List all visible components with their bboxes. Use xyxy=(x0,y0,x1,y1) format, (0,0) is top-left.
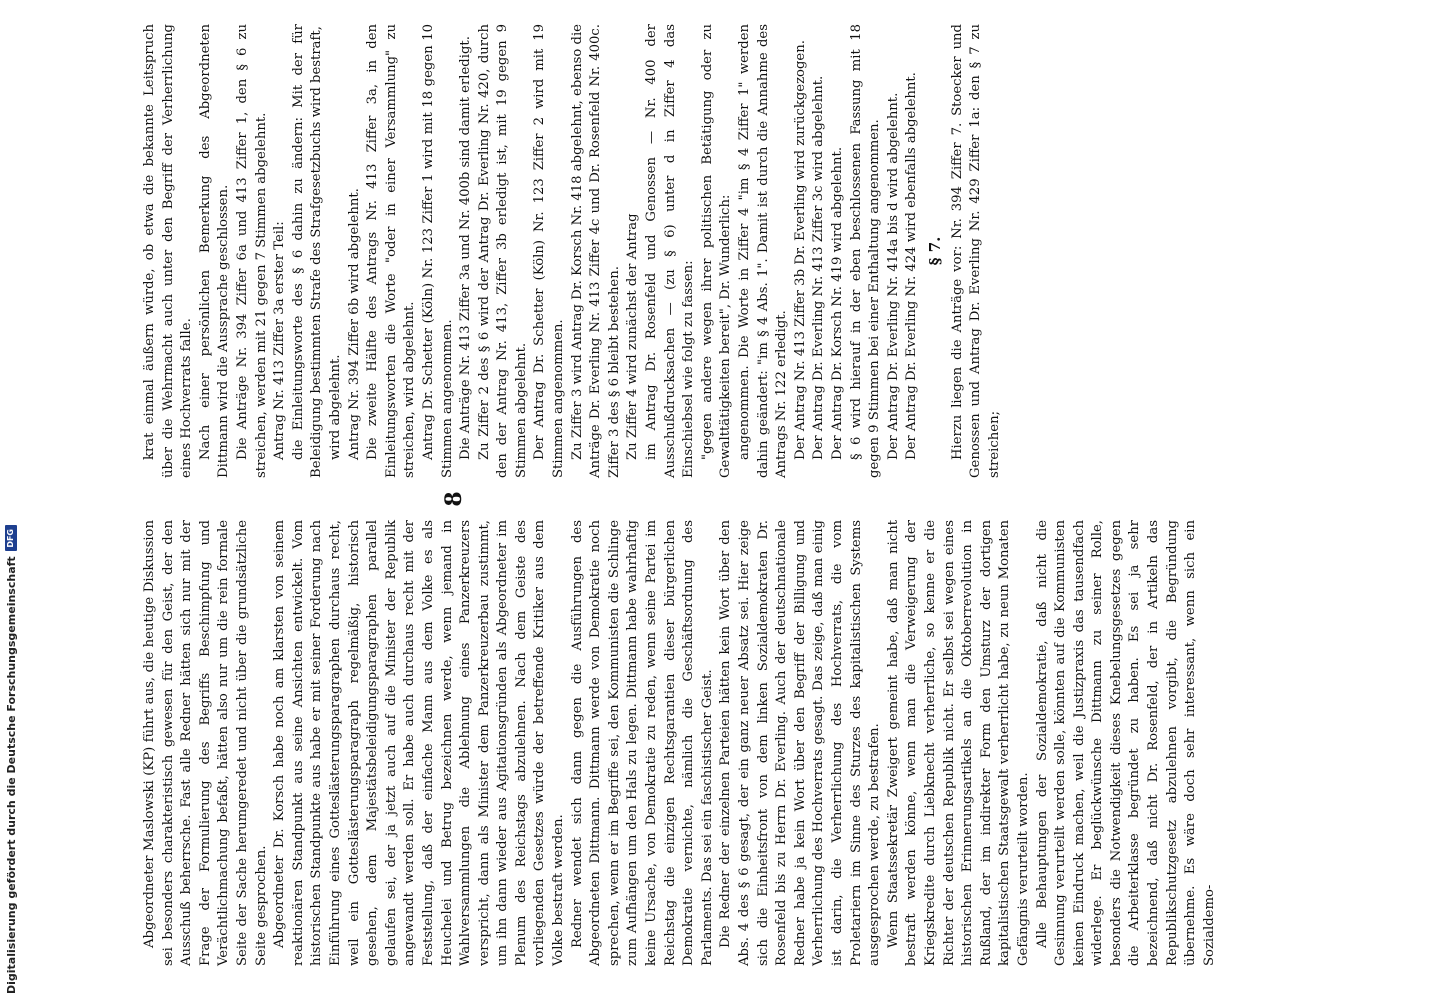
paragraph: Zu Ziffer 4 wird zunächst der Antrag xyxy=(625,213,641,460)
paragraph: Abgeordneter Maslowski (KP) führt aus, die heutige Diskussion sei besonders charakteristisch gewesen für den Geist, der den Ausschuß beherrsche. Fast alle Redner hätten sich nur mit der Frage der Formulierung des Begriffs Beschimpfung und Verächtlichmachung befaßt, hätten also nur um die rein formale Seite der Sache herumgeredet und nicht über die grundsätzliche Seite gesprochen. xyxy=(142,520,269,966)
paragraph: Die Redner der einzelnen Parteien hätten kein Wort über den Abs. 4 des § 6 gesagt, der ein ganz neuer Absatz sei. Hier zeige sich die Einheitsfront von dem linken Sozialdemokraten Dr. Rosenfeld bis zu Herrn Dr. Everling. Auch der deutschnationale Redner habe ja kein Wort über den Begriff der Billigung und Verherrlichung des Hochverrats gesagt. Das zeige, daß man einig ist darin, die Verherrlichung des Hochverrats, die vom Proletariern im Sinne des Sturzes des kapitalistischen Systems ausgesprochen werde, zu bestrafen. xyxy=(718,520,883,966)
paragraph: Der Antrag Dr. Everling Nr. 414a bis d wird abgelehnt. xyxy=(885,92,901,460)
paragraph: wird abgelehnt. xyxy=(327,354,343,460)
paragraph: krat einmal äußern würde, ob etwa die bekannte Leitspruch über die Wehrmacht auch unter den Begriff der Verherrlichung eines Hochverrats falle. xyxy=(142,24,195,478)
paragraph: angenommen. Die Worte in Ziffer 4 "im § 4 Ziffer 1" werden dahin geändert: "im § 4 Abs. 1". Damit ist durch die Annahme des Antrags Nr. 122 erledigt. xyxy=(737,24,790,478)
rotated-page-content xyxy=(141,24,1433,984)
scanned-page xyxy=(141,24,1433,984)
right-text-column xyxy=(141,24,1004,478)
section-heading: § 7. xyxy=(925,236,944,266)
paragraph: im Antrag Dr. Rosenfeld und Genossen — Nr. 400 der Ausschußdrucksachen — (zu § 6) unter d in Ziffer 4 das Einschiebsel wie folgt zu fassen: xyxy=(644,24,697,478)
paragraph: Zu Ziffer 2 des § 6 wird der Antrag Dr. Everling Nr. 420, durch den der Antrag Nr. 413, Ziffer 3b erledigt ist, mit 19 gegen 9 Stimmen abgelehnt. xyxy=(476,24,529,478)
paragraph: Hierzu liegen die Anträge vor: Nr. 394 Ziffer 7. Stoecker und Genossen und Antrag Dr. Everling Nr. 429 Ziffer 1a: den § 7 zu streichen; xyxy=(949,24,1002,478)
paragraph: Antrag Nr. 413 Ziffer 3a erster Teil: xyxy=(272,221,288,460)
paragraph: Redner wendet sich dann gegen die Ausführungen des Abgeordneten Dittmann. Dittmann werde von Demokratie noch sprechen, wenn er im Begriffe sei, den Kommunisten die Schlinge zum Aufhängen um den Hals zu legen. Dittmann habe wahrhaftig keine Ursache, von Demokratie zu reden, wenn seine Partei im Reichstag die einzigen Rechtsgarantien dieser bürgerlichen Demokratie vernichte, nämlich die Geschäftsordnung des Parlaments. Das sei ein faschistischer Geist. xyxy=(569,520,715,966)
paragraph: die Einleitungsworte des § 6 dahin zu ändern: Mit der für Beleidigung bestimmten Strafe des Strafgesetzbuchs wird bestraft, xyxy=(290,24,325,478)
footer-text: Digitalisierung gefördert durch die Deutsche Forschungsgemeinschaft xyxy=(4,556,18,994)
paragraph: Antrag Nr. 394 Ziffer 6b wird abgelehnt. xyxy=(346,188,362,460)
digitization-footer xyxy=(0,0,22,1000)
paragraph: "gegen andere wegen ihrer politischen Betätigung oder zu Gewalttätigkeiten bereit", Dr. Wunderlich: xyxy=(699,24,734,478)
paragraph: Der Antrag Nr. 413 Ziffer 3b Dr. Everling wird zurückgezogen. xyxy=(792,40,808,460)
paragraph: Nach einer persönlichen Bemerkung des Abgeordneten Dittmann wird die Aussprache geschlossen. xyxy=(197,24,232,478)
paragraph: Der Antrag Dr. Everling Nr. 413 Ziffer 3c wird abgelehnt. xyxy=(811,75,827,460)
paragraph: Die Anträge Nr. 413 Ziffer 3a und Nr. 400b sind damit erledigt. xyxy=(458,36,474,460)
paragraph: Der Antrag Dr. Everling Nr. 424 wird ebenfalls abgelehnt. xyxy=(904,72,920,460)
paragraph: Abgeordneter Dr. Korsch habe noch am klarsten von seinem reaktionären Standpunkt aus seine Ansichten entwickelt. Vom historischen Standpunkte aus habe er mit seiner Forderung nach Einführung eines Gotteslästerungsparagraphen durchaus recht, weil ein Gotteslästerungsparagraph regelmäßig, historisch gesehen, dem Majestätsbeleidigungsparagraphen parallel gelaufen sei, der ja jetzt auch auf die Minister der Republik angewandt werden soll. Er habe auch durchaus recht mit der Feststellung, daß der einfache Mann aus dem Volke es als Heuchelei und Betrug bezeichnen werde, wenn jemand in Wahlversammlungen die Ablehnung eines Panzerkreuzers verspricht, dann als Minister dem Panzerkreuzerbau zustimmt, um ihn dann wieder aus Agitationsgründen als Abgeordneter im Plenum des Reichstags abzulehnen. Nach dem Geiste des vorliegenden Gesetzes würde der betreffende Kritiker aus dem Volke bestraft werden. xyxy=(272,520,567,966)
paragraph: § 6 wird hierauf in der eben beschlossenen Fassung mit 18 gegen 9 Stimmen bei einer Enthaltung angenommen. xyxy=(848,24,883,478)
paragraph: Die zweite Hälfte des Antrags Nr. 413 Ziffer 3a, in den Einleitungsworten die Worte "oder in einer Versammlung" zu streichen, wird abgelehnt. xyxy=(365,24,418,478)
paragraph: Wenn Staatssekretär Zweigert gemeint habe, daß man nicht bestraft werden könne, wenn man die Verweigerung der Kriegskredite durch Liebknecht verherrliche, so kenne er die Richter der deutschen Republik nicht. Er selbst sei wegen eines historischen Erinnerungsartikels an die Oktoberrevolution in Rußland, der im indirekter Form den Umsturz der dortigen kapitalistischen Staatsgewalt verherrlicht habe, zu neun Monaten Gefängnis verurteilt worden. xyxy=(885,520,1031,966)
paragraph: Alle Behauptungen der Sozialdemokratie, daß nicht die Gesinnung verurteilt werden solle, könnten auf die Kommunisten keinen Eindruck machen, weil die Justizpraxis das tausendfach widerlege. Er beglückwünsche Dittmann zu seiner Rolle, besonders die Notwendigkeit dieses Knebelungsgesetzes gegen die Arbeiterklasse begründet zu haben. Es sei ja sehr bezeichnend, daß nicht Dr. Rosenfeld, der in Artikeln das Republikschutzgesetz abzulehnen vorgibt, die Begründung übernehme. Es wäre doch sehr interessant, wenn sich ein Sozialdemo- xyxy=(1034,520,1217,966)
left-text-column xyxy=(141,520,1219,966)
dfg-logo-icon: DFG xyxy=(5,525,17,551)
paragraph: Die Anträge Nr. 394 Ziffer 6a und 413 Ziffer 1, den § 6 zu streichen, werden mit 21 gegen 7 Stimmen abgelehnt. xyxy=(234,24,269,478)
page-number: 8 xyxy=(441,491,467,507)
paragraph: Zu Ziffer 3 wird Antrag Dr. Korsch Nr. 418 abgelehnt, ebenso die Anträge Dr. Everling Nr. 413 Ziffer 4c und Dr. Rosenfeld Nr. 400c. Ziffer 3 des § 6 bleibt bestehen. xyxy=(569,24,622,478)
paragraph: Der Antrag Dr. Schetter (Köln) Nr. 123 Ziffer 2 wird mit 19 Stimmen angenommen. xyxy=(532,24,567,478)
paragraph: Der Antrag Dr. Korsch Nr. 419 wird abgelehnt. xyxy=(829,146,845,460)
paragraph: Antrag Dr. Schetter (Köln) Nr. 123 Ziffer 1 wird mit 18 gegen 10 Stimmen angenommen. xyxy=(420,24,455,478)
